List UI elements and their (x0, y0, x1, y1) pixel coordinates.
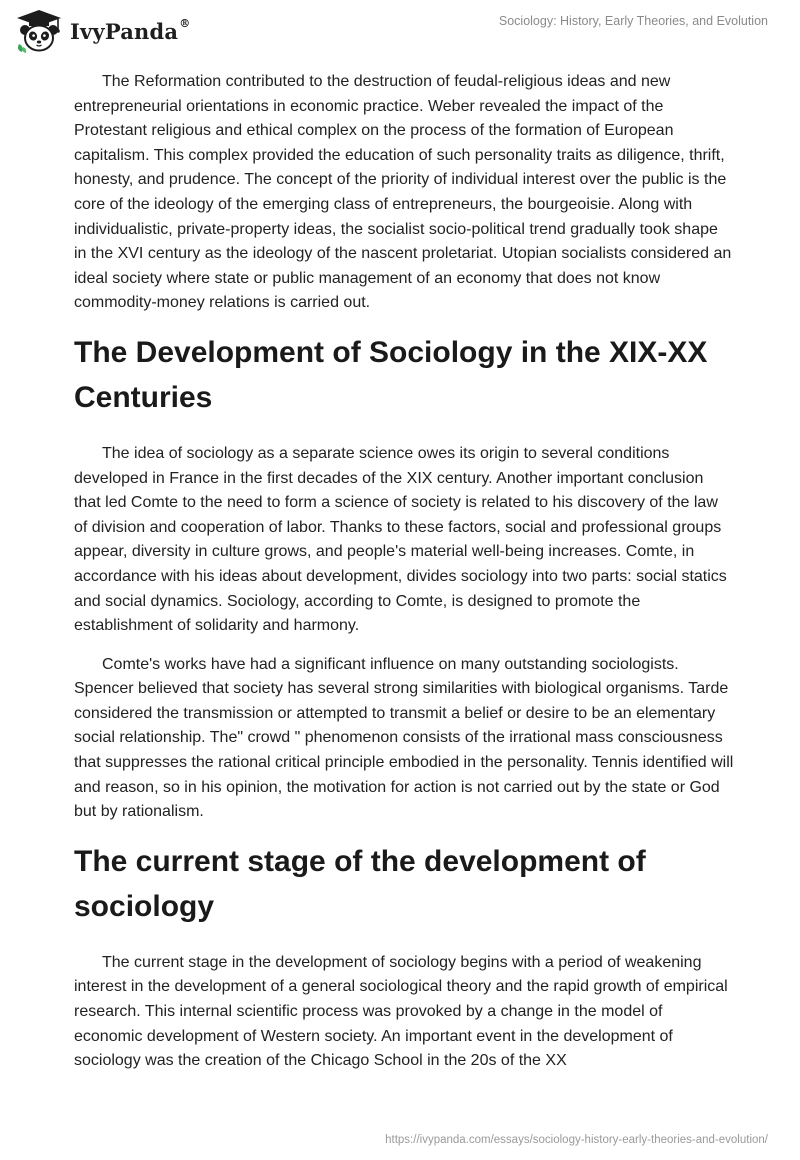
ivypanda-logo[interactable] (14, 8, 190, 54)
paragraph: Comte's works have had a significant influence on many outstanding sociologists. Spencer believed that society has several strong similarities with biological organisms. Tarde considered the transmission or attempted to transmit a belief or desire to be an elementary social relationship. The" crowd " phenomenon consists of the irrational mass consciousness that suppresses the rational critical principle embodied in the personality. Tennis identified will and reason, so in his opinion, the motivation for action is not carried out by the state or God but by rationalism. (74, 655, 734, 821)
section-heading: The Development of Sociology in the XIX-XX Centuries (74, 335, 708, 414)
paragraph: The Reformation contributed to the destruction of feudal-religious ideas and new entrepreneurial orientations in economic practice. Weber revealed the impact of the Protestant religious and ethical complex on the process of the formation of European capitalism. This complex provided the education of such personality traits as diligence, thrift, honesty, and prudence. The concept of the priority of individual interest over the public is the core of the ideology of the emerging class of entrepreneurs, the bourgeoisie. Along with individualistic, private-property ideas, the socialist socio-political trend gradually took shape in the XVI century as the ideology of the nascent proletariat. Utopian socialists considered an ideal society where state or public management of an economy that does not know commodity-money relations is carried out. (74, 73, 732, 312)
page-header (0, 0, 800, 62)
source-url[interactable]: https://ivypanda.com/essays/sociology-history-early-theories-and-evolution/ (385, 1134, 768, 1146)
brand-name: IvyPanda® (70, 16, 191, 44)
paragraph: The current stage in the development of sociology begins with a period of weakening interest in the development of a general sociological theory and the rapid growth of empirical research. This internal scientific process was provoked by a change in the model of economic development of Western society. An important event in the development of sociology was the creation of the Chicago School in the 20s of the XX (74, 953, 728, 1070)
document-title: Sociology: History, Early Theories, and Evolution (498, 14, 768, 28)
section-heading: The current stage of the development of sociology (74, 844, 646, 923)
article-body (74, 70, 734, 1088)
panda-graduation-cap-icon (14, 8, 64, 54)
paragraph: The idea of sociology as a separate science owes its origin to several conditions developed in France in the first decades of the XIX century. Another important conclusion that led Comte to the need to form a science of society is related to his discovery of the law of division and cooperation of labor. Thanks to these factors, social and professional groups appear, diversity in culture grows, and people's material well-being increases. Comte, in accordance with his ideas about development, divides sociology into two parts: social statics and social dynamics. Sociology, according to Comte, is designed to promote the establishment of solidarity and harmony. (74, 444, 727, 635)
